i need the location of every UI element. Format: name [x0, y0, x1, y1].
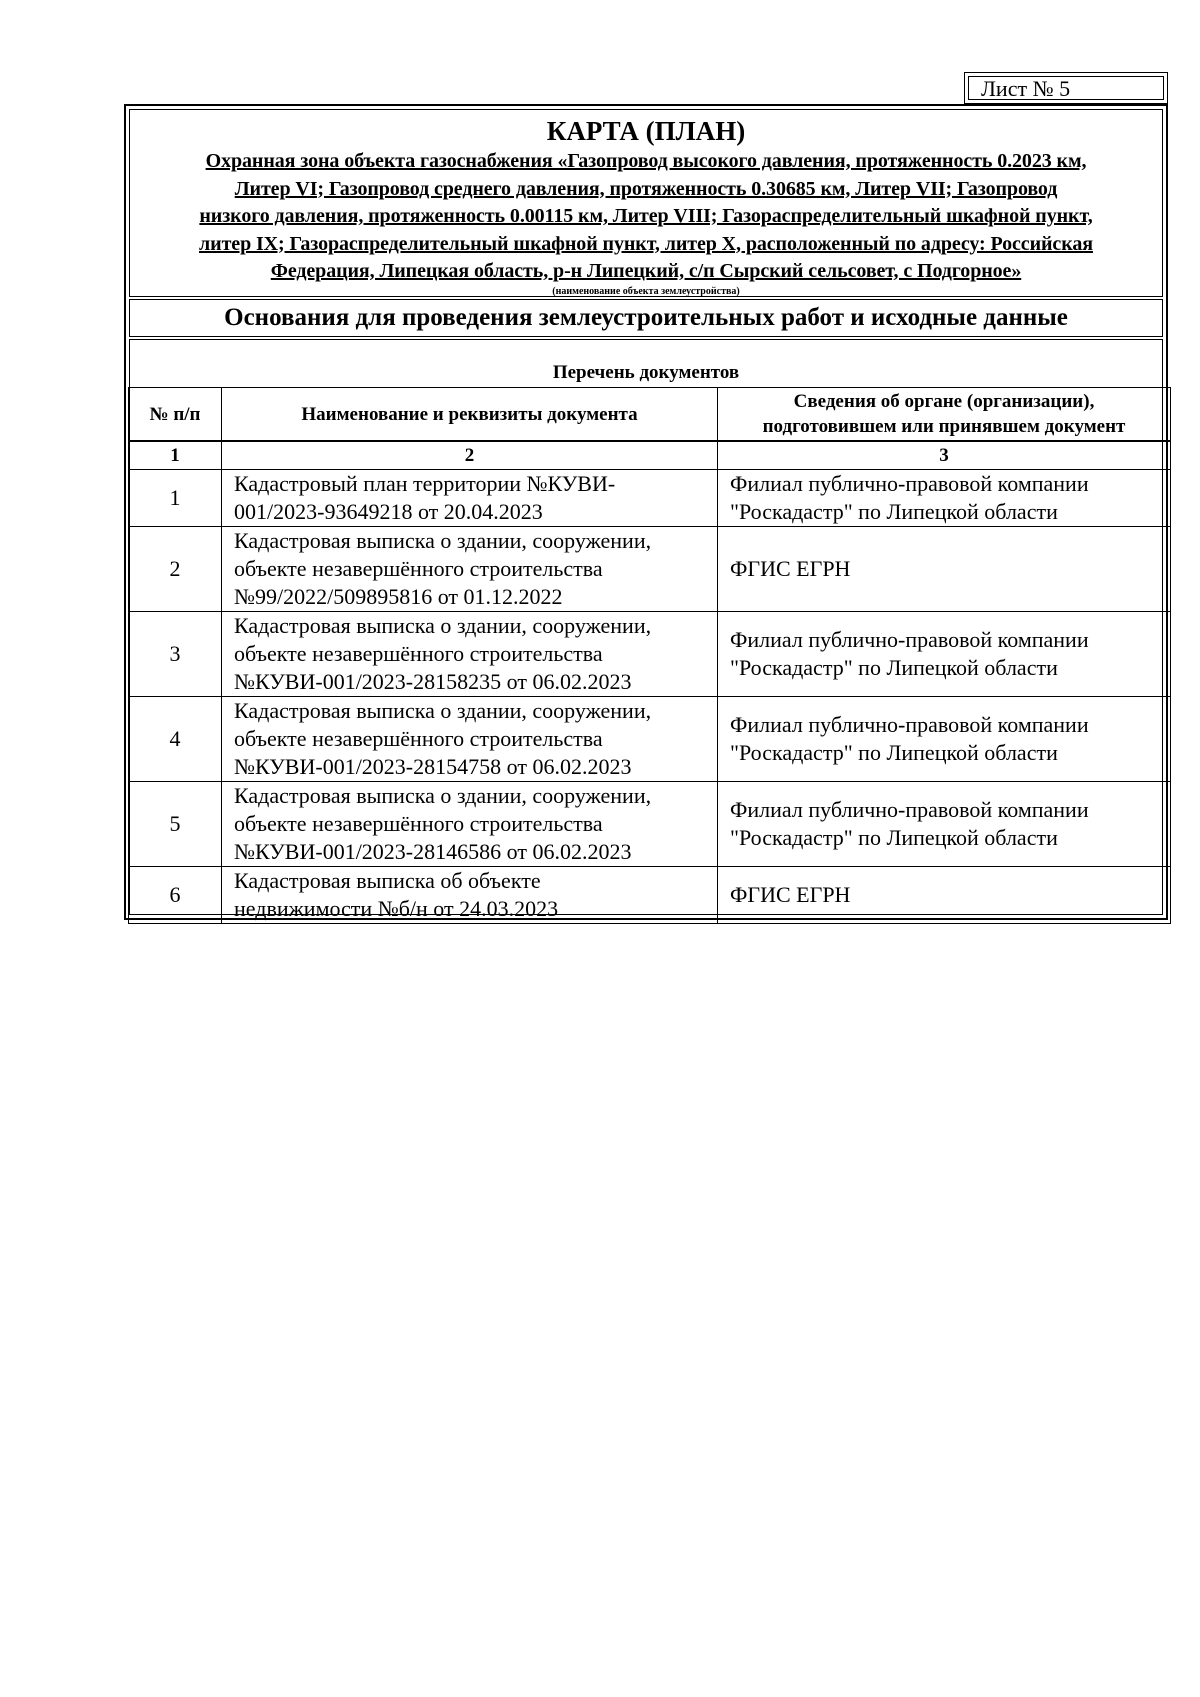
issuing-organization: [718, 612, 1171, 697]
row-number: 2: [129, 527, 222, 612]
table-row: [129, 697, 1171, 782]
document-heading: КАРТА (ПЛАН): [546, 116, 746, 146]
issuing-organization: [718, 470, 1171, 527]
document-name-line: 001/2023-93649218 от 20.04.2023: [234, 499, 543, 524]
header-org-line: Сведения об органе (организации),: [793, 391, 1095, 412]
organization-line: "Роскадастр" по Липецкой области: [730, 825, 1058, 850]
row-number: 6: [129, 867, 222, 924]
row-number: 4: [129, 697, 222, 782]
header-num: № п/п: [129, 388, 222, 442]
table-row: [129, 527, 1171, 612]
sheet-number-box: [964, 72, 1168, 104]
organization-line: "Роскадастр" по Липецкой области: [730, 655, 1058, 680]
document-name-line: №КУВИ-001/2023-28146586 от 06.02.2023: [234, 839, 632, 864]
basis-title: Основания для проведения землеустроительных работ и исходные данные: [224, 304, 1068, 331]
organization-line: Филиал публично-правовой компании: [730, 712, 1089, 737]
document-name-line: Кадастровая выписка о здании, сооружении,: [234, 698, 652, 723]
document-name: [222, 782, 718, 867]
documents-table: [128, 387, 1171, 924]
object-name-line: Охранная зона объекта газоснабжения «Газопровод высокого давления, протяженность 0.2023 км,: [205, 150, 1087, 172]
organization-line: "Роскадастр" по Липецкой области: [730, 740, 1058, 765]
object-name-line: низкого давления, протяженность 0.00115 км, Литер VIII; Газораспределительный шкафной пункт,: [199, 205, 1093, 227]
title-section: [129, 109, 1163, 297]
document-name-line: №99/2022/509895816 от 01.12.2022: [234, 584, 563, 609]
issuing-organization: [718, 867, 1171, 924]
document-name-line: недвижимости №б/н от 24.03.2023: [234, 896, 559, 921]
object-name-line: литер IX; Газораспределительный шкафной пункт, литер X, расположенный по адресу: Российская: [199, 232, 1093, 255]
document-name-line: Кадастровый план территории №КУВИ-: [234, 471, 616, 496]
document-name-line: Кадастровая выписка о здании, сооружении,: [234, 783, 652, 808]
table-header-row: [129, 388, 1171, 442]
row-number: 5: [129, 782, 222, 867]
table-row: [129, 612, 1171, 697]
row-number: 1: [129, 470, 222, 527]
document-name-line: объекте незавершённого строительства: [234, 641, 603, 666]
issuing-organization: [718, 527, 1171, 612]
organization-line: Филиал публично-правовой компании: [730, 471, 1089, 496]
document-name-line: Кадастровая выписка об объекте: [234, 868, 541, 893]
organization-line: Филиал публично-правовой компании: [730, 797, 1089, 822]
column-number: 3: [718, 441, 1171, 470]
column-number: 2: [222, 441, 718, 470]
organization-line: Филиал публично-правовой компании: [730, 627, 1089, 652]
document-name-line: Кадастровая выписка о здании, сооружении,: [234, 613, 652, 638]
object-name: [134, 148, 1158, 286]
column-number: 1: [129, 441, 222, 470]
document-name: [222, 697, 718, 782]
row-number: 3: [129, 612, 222, 697]
column-numbers-row: [129, 441, 1171, 470]
organization-line: "Роскадастр" по Липецкой области: [730, 499, 1058, 524]
object-name-line: Литер VI; Газопровод среднего давления, протяженность 0.30685 км, Литер VII; Газопровод: [234, 177, 1058, 200]
table-row: [129, 470, 1171, 527]
table-row: [129, 867, 1171, 924]
sheet-number: Лист № 5: [968, 76, 1164, 100]
document-name: [222, 470, 718, 527]
organization-line: ФГИС ЕГРН: [730, 882, 851, 907]
document-name-line: №КУВИ-001/2023-28158235 от 06.02.2023: [234, 669, 632, 694]
document-name-line: объекте незавершённого строительства: [234, 726, 603, 751]
documents-list-title: Перечень документов: [552, 362, 740, 383]
organization-line: ФГИС ЕГРН: [730, 556, 851, 581]
document-name-line: объекте незавершённого строительства: [234, 556, 603, 581]
documents-section: [129, 339, 1163, 921]
table-row: [129, 782, 1171, 867]
basis-section: [129, 299, 1163, 337]
object-name-line: Федерация, Липецкая область, р-н Липецкий, с/п Сырский сельсовет, с Подгорное»: [270, 260, 1022, 282]
document-name: [222, 612, 718, 697]
document-name-line: объекте незавершённого строительства: [234, 811, 603, 836]
document-frame: [124, 104, 1168, 920]
object-caption: (наименование объекта землеустройства): [552, 285, 740, 297]
document-name: [222, 867, 718, 924]
header-org: [718, 388, 1171, 442]
document-name: [222, 527, 718, 612]
document-name-line: Кадастровая выписка о здании, сооружении,: [234, 528, 652, 553]
document-name-line: №КУВИ-001/2023-28154758 от 06.02.2023: [234, 754, 632, 779]
issuing-organization: [718, 697, 1171, 782]
issuing-organization: [718, 782, 1171, 867]
header-name: Наименование и реквизиты документа: [222, 388, 718, 442]
header-org-line: подготовившем или принявшем документ: [762, 416, 1126, 437]
